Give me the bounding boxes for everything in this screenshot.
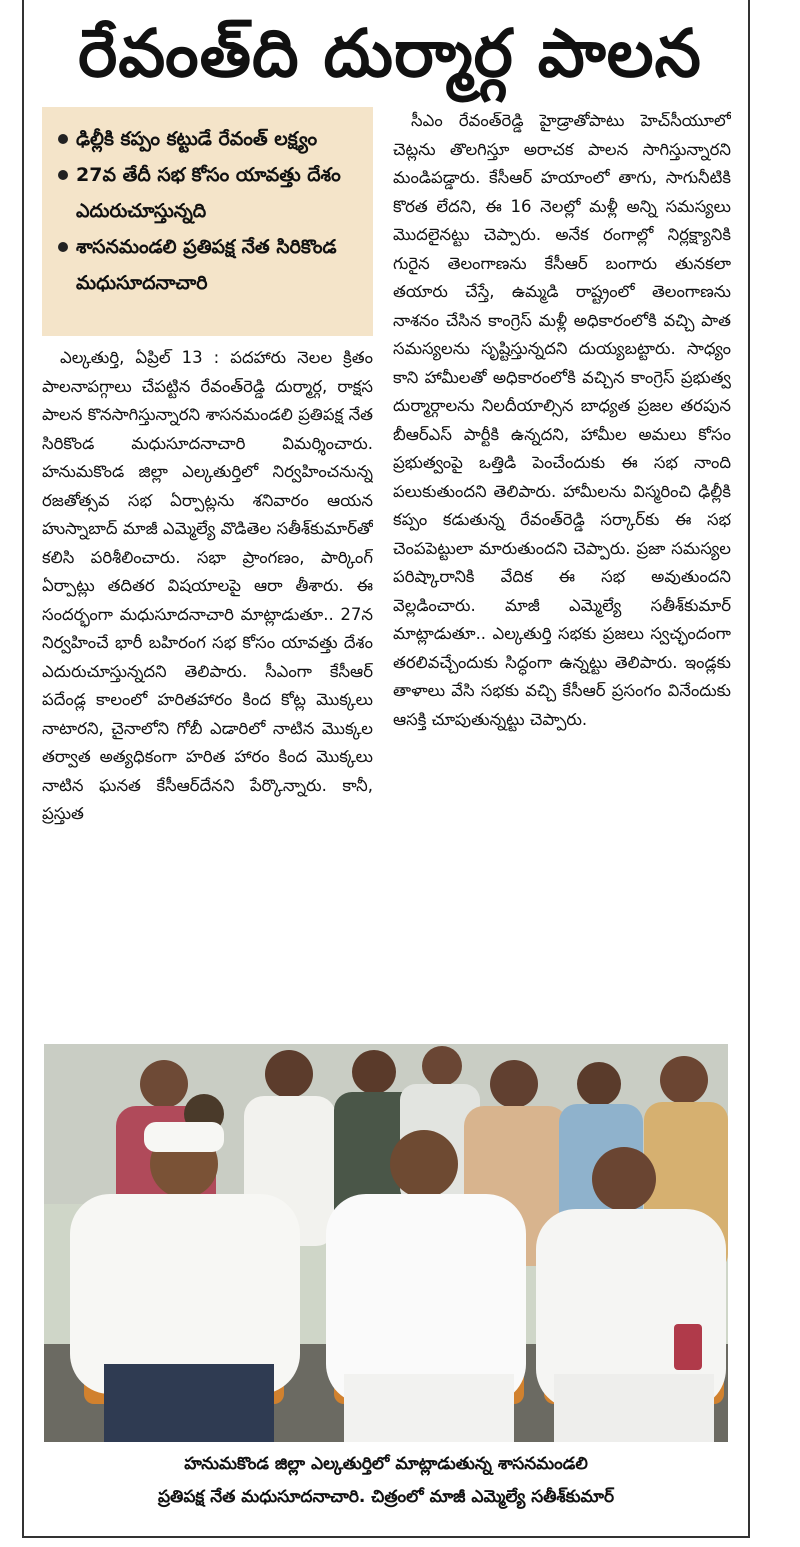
photo-caption [44, 1448, 728, 1514]
news-photo [44, 1044, 728, 1442]
highlight-text: శాసనమండలి ప్రతిపక్ష నేత సిరికొండ మధుసూదనాచారి [76, 236, 337, 294]
highlights-box [42, 107, 373, 336]
bullet-icon [58, 170, 68, 180]
article-body-left [42, 344, 373, 1029]
highlight-item [56, 121, 365, 157]
caption-line: ప్రతిపక్ష నేత మధుసూదనాచారి. చిత్రంలో మాజీ ఎమ్మెల్యే సతీశ్‌కుమార్ [157, 1487, 615, 1507]
highlight-text: ఢిల్లీకి కప్పం కట్టుడే రేవంత్ లక్ష్యం [76, 128, 318, 150]
bullet-icon [58, 242, 68, 252]
bullet-icon [58, 134, 68, 144]
photo-illustration [44, 1044, 728, 1442]
body-paragraph: సీఎం రేవంత్‌రెడ్డి హైడ్రాతోపాటు హెచ్‌సీయూలో చెట్లను తొలగిస్తూ అరాచక పాలన సాగిస్తున్నారని మండిపడ్డారు. కేసీఆర్ హయాంలో తాగు, సాగునీటికి కొరత లేదని, ఈ 16 నెలల్లో మళ్లీ అన్ని సమస్యలు మొదలైనట్టు చెప్పారు. అనేక రంగాల్లో నిర్లక్ష్యానికి గురైన తెలంగాణను కేసీఆర్ బంగారు తునకలా తయారు చేస్తే, ఉమ్మడి రాష్ట్రంలో తెలంగాణను నాశనం చేసిన కాంగ్రెస్ మళ్లీ అధికారంలోకి వచ్చి పాత సమస్యలను సృష్టిస్తున్నదని దుయ్యబట్టారు. సాధ్యం కాని హామీలతో అధికారంలోకి వచ్చిన కాంగ్రెస్ ప్రభుత్వ దుర్మార్గాలను నిలదీయాల్సిన బాధ్యత ప్రజల తరపున బీఆర్‌ఎస్ పార్టీకి ఉన్నదని, హామీల అమలు కోసం ప్రభుత్వంపై ఒత్తిడి పెంచేందుకు ఈ సభ నాంది పలుకుతుందని తెలిపారు. హామీలను విస్మరించి ఢిల్లీకి కప్పం కడుతున్న రేవంత్‌రెడ్డి సర్కార్‌కు ఈ సభ చెంపపెట్టులా మారుతుందని చెప్పారు. ప్రజా సమస్యల పరిష్కారానికి వేదిక ఈ సభ అవుతుందని వెల్లడించారు. మాజీ ఎమ్మెల్యే సతీశ్‌కుమార్ మాట్లాడుతూ.. ఎల్కతుర్తి సభకు ప్రజలు స్వచ్ఛందంగా తరలివచ్చేందుకు సిద్ధంగా ఉన్నట్టు తెలిపారు. ఇండ్లకు తాళాలు వేసి సభకు వచ్చి కేసీఆర్ ప్రసంగం వినేందుకు ఆసక్తి చూపుతున్నట్టు చెప్పారు. [393, 111, 731, 729]
highlight-text: 27వ తేదీ సభ కోసం యావత్తు దేశం ఎదురుచూస్తున్నది [76, 164, 341, 222]
caption-line: హనుమకొండ జిల్లా ఎల్కతుర్తిలో మాట్లాడుతున్న శాసనమండలి [184, 1454, 588, 1474]
highlight-item [56, 229, 365, 301]
body-paragraph: ఎల్కతుర్తి, ఏప్రిల్ 13 : పదహారు నెలల క్రితం పాలనాపగ్గాలు చేపట్టిన రేవంత్‌రెడ్డి దుర్మార్గ, రాక్షస పాలన కొనసాగిస్తున్నారని శాసనమండలి ప్రతిపక్ష నేత సిరికొండ మధుసూదనాచారి విమర్శించారు. హనుమకొండ జిల్లా ఎల్కతుర్తిలో నిర్వహించనున్న రజతోత్సవ సభ ఏర్పాట్లను శనివారం ఆయన హుస్నాబాద్ మాజీ ఎమ్మెల్యే వొడితెల సతీశ్‌కుమార్‌తో కలిసి పరిశీలించారు. సభా ప్రాంగణం, పార్కింగ్ ఏర్పాట్లు తదితర విషయాలపై ఆరా తీశారు. ఈ సందర్భంగా మధుసూదనాచారి మాట్లాడుతూ.. 27న నిర్వహించే భారీ బహిరంగ సభ కోసం యావత్తు దేశం ఎదురుచూస్తున్నదని తెలిపారు. సీఎంగా కేసీఆర్ పదేండ్ల కాలంలో హరితహారం కింద కోట్ల మొక్కలు నాటారని, చైనాలోని గోబీ ఎడారిలో నాటిన మొక్కల తర్వాత అత్యధికంగా హరిత హారం కింద మొక్కలు నాటిన ఘనత కేసీఆర్‌దేనని పేర్కొన్నారు. కానీ, ప్రస్తుత [42, 348, 373, 823]
article-body-right [393, 107, 731, 1029]
headline: రేవంత్‌ది దుర్మార్గ పాలన [78, 15, 702, 92]
highlight-item [56, 157, 365, 229]
